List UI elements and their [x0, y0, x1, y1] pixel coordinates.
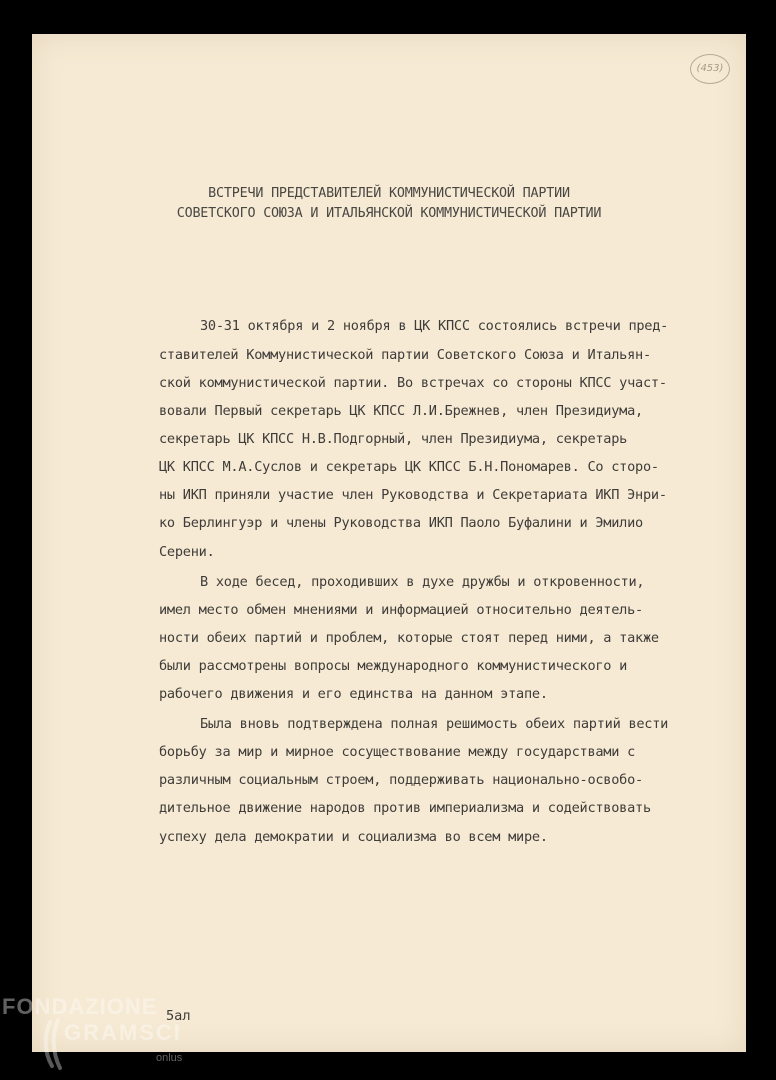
body-line-5: секретарь ЦК КПСС Н.В.Подгорный, член Президиума, секретарь — [159, 431, 628, 447]
watermark-onlus: onlus — [156, 1052, 183, 1064]
body-line-4: вовали Первый секретарь ЦК КПСС Л.И.Брежнев, член Президиума, — [159, 403, 643, 419]
body-line-8: ко Берлингуэр и члены Руководства ИКП Паоло Буфалини и Эмилио — [159, 515, 643, 531]
body-line-3: ской коммунистической партии. Во встречах со стороны КПСС участ- — [159, 375, 667, 391]
body-line-18: дительное движение народов против империализма и содействовать — [159, 800, 651, 816]
body-line-19: успеху дела демократии и социализма во всем мире. — [159, 829, 548, 845]
body-line-17: различным социальным строем, поддерживать национально-освобо- — [159, 772, 643, 788]
body-line-10: В ходе бесед, проходивших в духе дружбы и откровенности, — [200, 574, 645, 590]
watermark-fondazione: FONDAZIONE — [2, 994, 158, 1019]
body-line-7: ны ИКП приняли участие член Руководства и Секретариата ИКП Энри- — [159, 487, 667, 503]
body-line-13: были рассмотрены вопросы международного коммунистического и — [159, 658, 628, 674]
body-line-1: 30-31 октября и 2 ноября в ЦК КПСС состоялись встречи пред- — [200, 318, 669, 334]
body-line-12: ности обеих партий и проблем, которые стоят перед ними, а также — [159, 630, 659, 646]
footer-code: 5ал — [166, 1008, 191, 1024]
watermark-gramsci: GRAMSCI — [64, 1020, 182, 1045]
body-line-11: имел место обмен мнениями и информацией относительно деятель- — [159, 602, 643, 618]
sheet-number-stamp: (453) — [690, 54, 730, 84]
body-line-14: рабочего движения и его единства на данном этапе. — [159, 686, 548, 702]
fondazione-gramsci-watermark — [2, 994, 202, 1074]
document-title-line-2: СОВЕТСКОГО СОЮЗА И ИТАЛЬЯНСКОЙ КОММУНИСТИЧЕСКОЙ ПАРТИИ — [176, 206, 602, 221]
body-line-9: Серени. — [159, 544, 215, 560]
body-line-16: борьбу за мир и мирное сосуществование между государствами с — [159, 744, 636, 760]
body-line-15: Была вновь подтверждена полная решимость обеих партий вести — [200, 716, 669, 732]
document-title-line-1: ВСТРЕЧИ ПРЕДСТАВИТЕЛЕЙ КОММУНИСТИЧЕСКОЙ ПАРТИИ — [208, 186, 570, 201]
body-line-6: ЦК КПСС М.А.Суслов и секретарь ЦК КПСС Б.Н.Пономарев. Со сторо- — [159, 459, 659, 475]
body-line-2: ставителей Коммунистической партии Советского Союза и Итальян- — [159, 347, 651, 363]
